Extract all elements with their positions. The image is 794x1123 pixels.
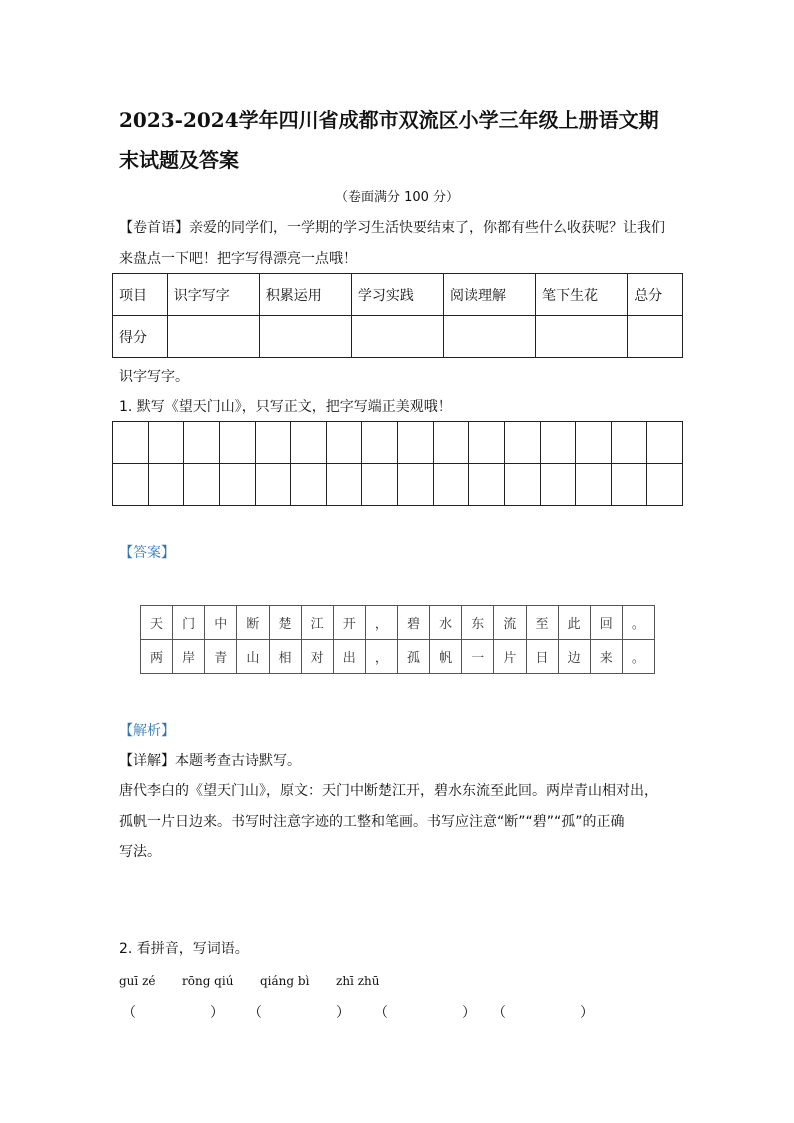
grid-cell[interactable] [469,464,505,506]
score-cell[interactable] [628,316,683,358]
analysis-line: 【详解】本题考查古诗默写。 [119,753,301,769]
answer-blank-paren: （ [122,1005,136,1021]
score-table [112,273,683,358]
answer-cell: 片 [494,640,526,674]
grid-cell[interactable] [113,422,149,464]
analysis-line: 唐代李白的《望天门山》，原文：天门中断楚江开，碧水东流至此回。两岸青山相对出， [119,783,658,799]
grid-cell[interactable] [362,464,398,506]
answer-cell: 开 [333,606,365,640]
answer-table [140,605,655,674]
grid-cell[interactable] [647,422,683,464]
answer-cell: 江 [301,606,333,640]
analysis-line: 孤帆一片日边来。书写时注意字迹的工整和笔画。书写应注意“断”“碧”“孤”的正确 [119,814,625,830]
answer-blank-paren: ） [580,1005,594,1021]
grid-cell[interactable] [326,464,362,506]
answer-blank-paren: （ [492,1005,506,1021]
answer-cell: 帆 [430,640,462,674]
answer-blank-paren: （ [248,1005,262,1021]
score-cell[interactable] [444,316,536,358]
grid-cell[interactable] [433,422,469,464]
grid-cell[interactable] [255,464,291,506]
grid-cell[interactable] [362,422,398,464]
answer-cell: 断 [237,606,269,640]
answer-cell: 岸 [173,640,205,674]
score-cell[interactable] [259,316,351,358]
title-line-2: 末试题及答案 [119,148,239,172]
answer-cell: 水 [430,606,462,640]
intro-line-2: 来盘点一下吧！把字写得漂亮一点哦！ [119,251,357,267]
answer-cell: 。 [622,606,654,640]
grid-cell[interactable] [611,464,647,506]
grid-cell[interactable] [148,422,184,464]
grid-cell[interactable] [255,422,291,464]
answer-cell: 对 [301,640,333,674]
grid-cell[interactable] [540,464,576,506]
answer-cell: ， [365,606,397,640]
grid-cell[interactable] [219,464,255,506]
grid-cell[interactable] [433,464,469,506]
analysis-line: 写法。 [119,844,161,860]
grid-cell[interactable] [504,464,540,506]
grid-cell[interactable] [398,464,434,506]
answer-cell: 日 [526,640,558,674]
answer-blank-paren: （ [374,1005,388,1021]
pinyin-4: zhī zhū [336,974,380,988]
answer-cell: 两 [141,640,173,674]
score-header: 阅读理解 [444,274,536,316]
answer-cell: 。 [622,640,654,674]
grid-cell[interactable] [184,464,220,506]
score-header: 识字写字 [167,274,259,316]
answer-cell: 来 [590,640,622,674]
score-header: 项目 [113,274,168,316]
title-line-1: 2023-2024学年四川省成都市双流区小学三年级上册语文期 [119,108,659,132]
score-row-label: 得分 [113,316,168,358]
answer-cell: ， [365,640,397,674]
grid-cell[interactable] [398,422,434,464]
answer-cell: 碧 [398,606,430,640]
answer-cell: 天 [141,606,173,640]
answer-blank-paren: ） [462,1005,476,1021]
answer-cell: 一 [462,640,494,674]
grid-cell[interactable] [540,422,576,464]
answer-cell: 边 [558,640,590,674]
answer-cell: 东 [462,606,494,640]
score-cell[interactable] [167,316,259,358]
score-header: 积累运用 [259,274,351,316]
answer-cell: 门 [173,606,205,640]
grid-cell[interactable] [219,422,255,464]
grid-cell[interactable] [576,464,612,506]
pinyin-1: guī zé [119,974,156,988]
answer-cell: 孤 [398,640,430,674]
grid-cell[interactable] [291,422,327,464]
grid-cell[interactable] [611,422,647,464]
answer-cell: 流 [494,606,526,640]
grid-cell[interactable] [184,422,220,464]
answer-cell: 中 [205,606,237,640]
grid-cell[interactable] [113,464,149,506]
section-title: 识字写字。 [119,369,189,385]
pinyin-2: rōng qiú [182,974,234,988]
intro-line-1: 【卷首语】亲爱的同学们，一学期的学习生活快要结束了，你都有些什么收获呢？让我们 [119,220,665,236]
answer-cell: 回 [590,606,622,640]
grid-cell[interactable] [647,464,683,506]
grid-cell[interactable] [291,464,327,506]
answer-blank-paren: ） [210,1005,224,1021]
grid-cell[interactable] [326,422,362,464]
grid-cell[interactable] [148,464,184,506]
question-1: 1. 默写《望天门山》，只写正文，把字写端正美观哦！ [119,399,452,415]
writing-grid [112,421,683,506]
answer-cell: 至 [526,606,558,640]
subtitle: （卷面满分 100 分） [334,190,460,205]
score-cell[interactable] [536,316,628,358]
answer-cell: 此 [558,606,590,640]
score-header: 笔下生花 [536,274,628,316]
question-2: 2. 看拼音，写词语。 [119,941,249,957]
pinyin-3: qiáng bì [260,974,310,988]
analysis-label: 【解析】 [119,723,175,739]
answer-cell: 出 [333,640,365,674]
score-header: 总分 [628,274,683,316]
answer-blank-paren: ） [336,1005,350,1021]
score-header: 学习实践 [351,274,443,316]
grid-cell[interactable] [504,422,540,464]
answer-cell: 楚 [269,606,301,640]
answer-cell: 山 [237,640,269,674]
score-cell[interactable] [351,316,443,358]
answer-cell: 青 [205,640,237,674]
grid-cell[interactable] [576,422,612,464]
answer-label: 【答案】 [119,545,175,561]
grid-cell[interactable] [469,422,505,464]
answer-cell: 相 [269,640,301,674]
